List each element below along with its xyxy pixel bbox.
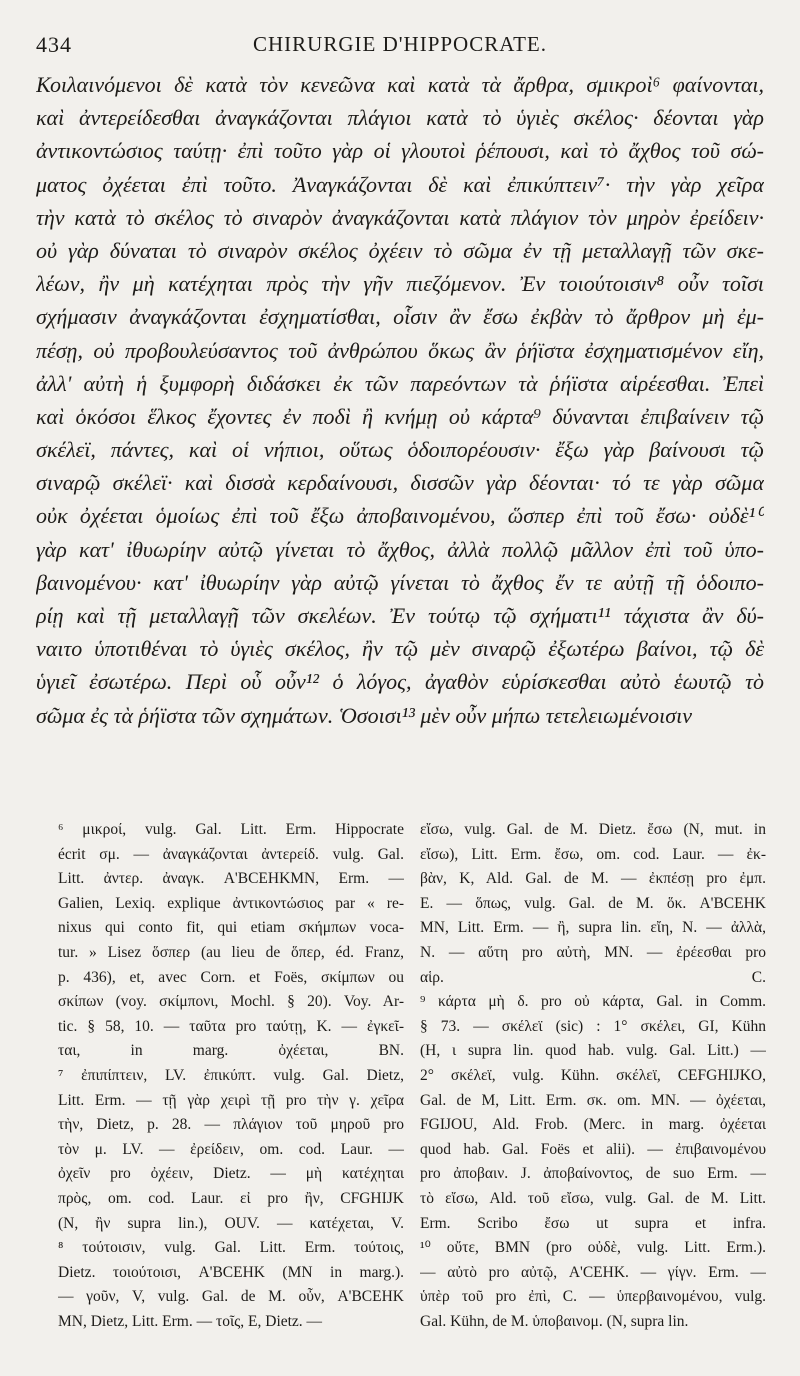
text-line: λέων, ἢν μὴ κατέχηται πρὸς τὴν γῆν πιεζόμενον. Ἐν τοιούτοισιν⁸ οὖν τοῖσι <box>36 271 764 297</box>
footnote-line: τὸν μ. LV. — ἐρείδειν, om. cod. Laur. — <box>58 1140 404 1158</box>
text-line: ἀλλ' αὐτὴ ἡ ξυμφορὴ διδάσκει ἐκ τῶν παρεόντων τὰ ῥήϊστα αἱρέεσθαι. Ἐπεὶ <box>36 370 764 396</box>
running-title: CHIRURGIE D'HIPPOCRATE. <box>253 32 547 56</box>
footnote-line: MN, Litt. Erm. — ἢ, supra lin. εἴη, N. — ἀλλὰ, <box>420 919 766 937</box>
footnote-line: (N, ἢν supra lin.), OUV. — κατέχεται, V. <box>58 1214 404 1232</box>
footnote-line: E. — ὅπως, vulg. Gal. de M. ὅκ. A'BCEHK <box>420 894 766 912</box>
text-line: τὴν κατὰ τὸ σκέλος τὸ σιναρὸν ἀναγκάζονται κατὰ πλάγιον τὸν μηρὸν ἐρείδειν· <box>36 204 764 230</box>
footnotes-right-column <box>420 818 766 1334</box>
footnote-line: Litt. Erm. — τῇ γὰρ χειρὶ τῇ pro τὴν γ. χεῖρα <box>58 1091 404 1109</box>
footnote-line: ται, in marg. ὀχέεται, BN. <box>58 1042 404 1060</box>
footnote-line: πρὸς, om. cod. Laur. εἰ pro ἢν, CFGHIJK <box>58 1189 404 1207</box>
text-line: ναιτο ὑποτιθέναι τὸ ὑγιὲς σκέλος, ἢν τῷ μὲν σιναρῷ ἐξωτέρω βαίνοι, τῷ δὲ <box>36 636 764 662</box>
footnote-line: Gal. de M, Litt. Erm. σκ. om. MN. — ὀχέεται, <box>420 1091 766 1109</box>
text-line: οὐκ ὀχέεται ὁμοίως ἐπὶ τοῦ ἔξω ἀποβαινομένου, ὥσπερ ἐπὶ τοῦ ἔσω· οὐδὲ¹⁰ <box>36 503 764 529</box>
text-line: σῶμα ἐς τὰ ῥήϊστα τῶν σχημάτων. Ὁσοισι¹³ μὲν οὖν μήπω τετελειωμένοισιν <box>36 702 692 728</box>
text-line: σχήμασιν ἀναγκάζονται ἐσχηματίσθαι, οἷσιν ἂν ἔσω ἐκβὰν τὸ ἄρθρον μὴ ἐμ- <box>36 304 764 330</box>
text-line: ὑγιεῖ ἐσωτέρω. Περὶ οὗ οὖν¹² ὁ λόγος, ἀγαθὸν εὑρίσκεσθαι αὐτὸ ἑωυτῷ τὸ <box>36 669 764 695</box>
footnote-line: ⁹ κάρτα μὴ δ. pro οὐ κάρτα, Gal. in Comm. <box>420 993 766 1011</box>
footnote-line: σκίπων (voy. σκίμπονι, Mochl. § 20). Voy. Ar- <box>58 993 404 1011</box>
footnote-line: βὰν, K, Ald. Gal. de M. — ἐκπέσῃ pro ἐμπ. <box>420 870 766 888</box>
main-text-block <box>36 68 764 732</box>
footnote-line: pro ἀποβαιν. J. ἀποβαίνοντος, de suo Erm. — <box>420 1165 766 1183</box>
footnote-line: MN, Dietz, Litt. Erm. — τοῖς, E, Dietz. — <box>58 1312 323 1330</box>
footnote-line: N. — αὕτη pro αὐτὴ, MN. — ἐρέεσθαι pro <box>420 943 766 961</box>
text-line: γὰρ κατ' ἰθυωρίην αὐτῷ γίνεται τὸ ἄχθος, ἀλλὰ πολλῷ μᾶλλον ἐπὶ τοῦ ὑπο- <box>36 536 764 562</box>
footnote-line: nixus qui conto fit, qui etiam σκήμπων voca- <box>58 919 404 937</box>
footnote-line: écrit σμ. — ἀναγκάζονται ἀντερείδ. vulg. Gal. <box>58 845 404 863</box>
footnote-line: Galien, Lexiq. explique ἀντικοντώσιος par « re- <box>58 894 404 912</box>
footnote-line: FGIJOU, Ald. Frob. (Merc. in marg. ὀχέεται <box>420 1116 766 1134</box>
footnote-line: ⁸ τούτοισιν, vulg. Gal. Litt. Erm. τούτοις, <box>58 1239 404 1257</box>
text-line: σκέλεϊ, πάντες, καὶ οἱ νήπιοι, οὕτως ὁδοιπορέουσιν· ἔξω γὰρ βαίνουσι τῷ <box>36 437 764 463</box>
footnote-line: αἱρ. C. <box>420 968 766 986</box>
footnote-line: 2° σκέλεϊ, vulg. Kühn. σκέλεϊ, CEFGHIJKO, <box>420 1066 766 1084</box>
footnote-line: ὀχεῖν pro ὀχέειν, Dietz. — μὴ κατέχηται <box>58 1165 404 1183</box>
footnote-line: quod hab. Gal. Foës et alii). — ἐπιβαινομένου <box>420 1140 766 1158</box>
text-line: καὶ ἀντερείδεσθαι ἀναγκάζονται πλάγιοι κατὰ τὸ ὑγιὲς σκέλος· δέονται γὰρ <box>36 105 764 131</box>
footnote-line: p. 436), et, avec Corn. et Foës, σκίμπων ou <box>58 968 404 986</box>
footnote-line: τὴν, Dietz, p. 28. — πλάγιον τοῦ μηροῦ pro <box>58 1116 404 1134</box>
text-line: βαινομένου· κατ' ἰθυωρίην γὰρ αὐτῷ γίνεται τὸ ἄχθος ἔν τε αὐτῇ τῇ ὁδοιπο- <box>36 569 764 595</box>
text-line: πέσῃ, οὐ προβουλεύσαντος τοῦ ἀνθρώπου ὅκως ἂν ῥήϊστα ἐσχηματισμένον εἴη, <box>36 337 764 363</box>
footnote-line: ¹⁰ οὔτε, BMN (pro οὐδὲ, vulg. Litt. Erm.). <box>420 1239 766 1257</box>
footnote-line: εἴσω, vulg. Gal. de M. Dietz. ἔσω (N, mut. in <box>420 821 766 838</box>
footnote-line: ὑπὲρ τοῦ pro ἐπὶ, C. — ὑπερβαινομένου, vulg. <box>420 1288 766 1306</box>
footnotes-left-column <box>58 818 404 1334</box>
footnote-line: τὸ εἴσω, Ald. τοῦ εἴσω, vulg. Gal. de M. Litt. <box>420 1189 766 1207</box>
footnote-line: ⁶ μικροί, vulg. Gal. Litt. Erm. Hippocrate <box>58 821 404 838</box>
footnote-line: § 73. — σκέλεϊ (sic) : 1° σκέλει, GI, Kühn <box>420 1017 766 1035</box>
footnote-line: tur. » Lisez ὅσπερ (au lieu de ὅπερ, éd. Franz, <box>58 943 404 961</box>
page-header <box>36 26 764 60</box>
text-line: καὶ ὁκόσοι ἕλκος ἔχοντες ἐν ποδὶ ἢ κνήμῃ οὐ κάρτα⁹ δύνανται ἐπιβαίνειν τῷ <box>36 403 764 429</box>
footnote-line: Gal. Kühn, de M. ὑποβαινομ. (N, supra lin. <box>420 1312 689 1330</box>
page-number: 434 <box>36 32 72 57</box>
footnote-line: Erm. Scribo ἔσω ut supra et infra. <box>420 1214 766 1232</box>
footnote-line: εἴσω), Litt. Erm. ἔσω, om. cod. Laur. — ἐκ- <box>420 845 766 863</box>
text-line: Κοιλαινόμενοι δὲ κατὰ τὸν κενεῶνα καὶ κατὰ τὰ ἄρθρα, σμικροὶ⁶ φαίνονται, <box>36 72 764 97</box>
text-line: οὐ γὰρ δύναται τὸ σιναρὸν σκέλος ὀχέειν τὸ σῶμα ἐν τῇ μεταλλαγῇ τῶν σκε- <box>36 237 764 263</box>
footnote-line: Litt. ἀντερ. ἀναγκ. A'BCEHKMN, Erm. — <box>58 870 404 888</box>
footnote-line: tic. § 58, 10. — ταῦτα pro ταύτῃ, K. — ἐγκεῖ- <box>58 1017 404 1035</box>
footnote-line: — γοῦν, V, vulg. Gal. de M. οὖν, A'BCEHK <box>58 1288 404 1306</box>
text-line: ρίῃ καὶ τῇ μεταλλαγῇ τῶν σκελέων. Ἐν τούτῳ τῷ σχήματι¹¹ τάχιστα ἂν δύ- <box>36 603 764 628</box>
footnote-line: (H, ι supra lin. quod hab. vulg. Gal. Litt.) — <box>420 1042 766 1060</box>
text-line: ἀντικοντώσιος ταύτῃ· ἐπὶ τοῦτο γὰρ οἱ γλουτοὶ ῥέπουσι, καὶ τὸ ἄχθος τοῦ σώ- <box>36 138 764 164</box>
footnote-line: ⁷ ἐπιπίπτειν, LV. ἐπικύπτ. vulg. Gal. Dietz, <box>58 1066 404 1084</box>
text-line: ματος ὀχέεται ἐπὶ τοῦτο. Ἀναγκάζονται δὲ καὶ ἐπικύπτειν⁷· τὴν γὰρ χεῖρα <box>36 171 764 197</box>
footnote-line: Dietz. τοιούτοισι, A'BCEHK (MN in marg.). <box>58 1263 404 1281</box>
text-line: σιναρῷ σκέλεϊ· καὶ δισσὰ κερδαίνουσι, δισσῶν γὰρ δέονται· τό τε γὰρ σῶμα <box>36 470 764 496</box>
footnote-line: — αὐτὸ pro αὐτῷ, A'CEHK. — γίγν. Erm. — <box>420 1263 766 1281</box>
